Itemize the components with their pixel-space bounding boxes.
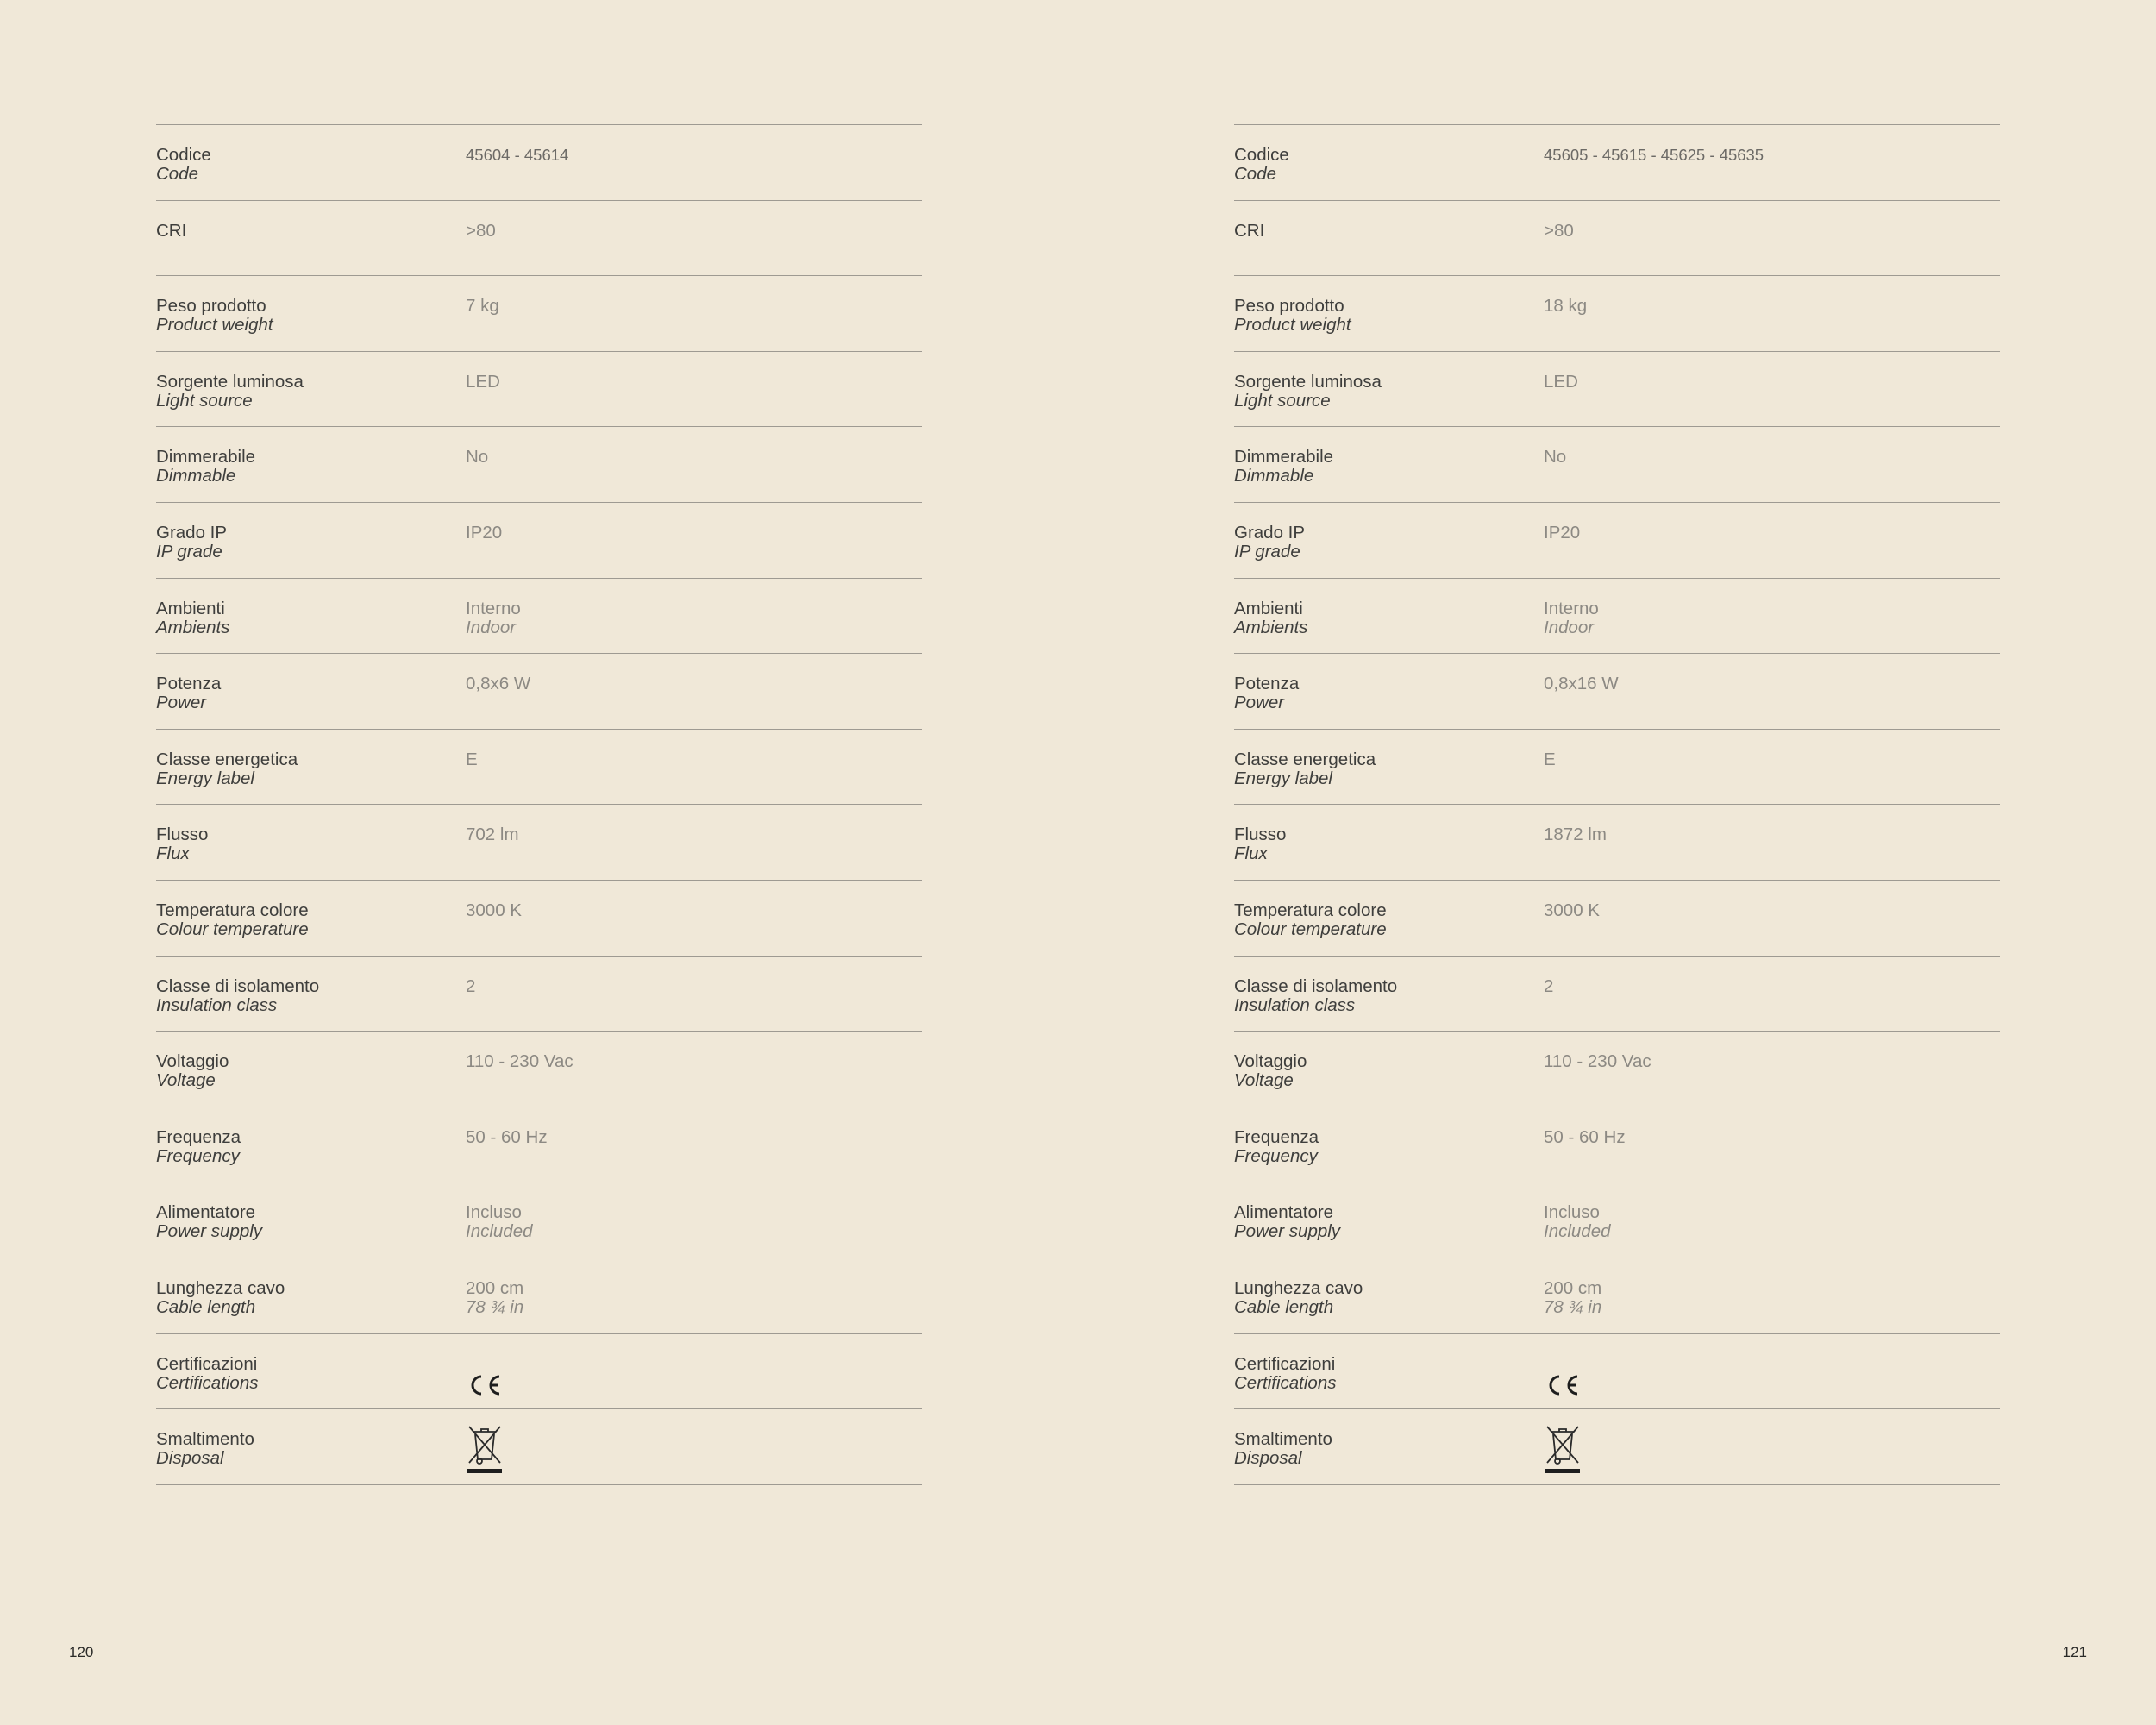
- label-italian: Classe di isolamento: [1234, 975, 1398, 996]
- value-english: Indoor: [466, 617, 517, 637]
- spec-label: [1234, 750, 1527, 788]
- label-italian: Frequenza: [156, 1126, 241, 1147]
- value-main: LED: [1544, 371, 1578, 392]
- spec-label: [1234, 297, 1527, 335]
- spec-value: [1544, 825, 1992, 844]
- spec-value: [466, 825, 914, 844]
- label-italian: Ambienti: [156, 598, 225, 618]
- spec-row-certifications: [156, 1334, 922, 1410]
- spec-value: [1544, 1128, 1992, 1147]
- label-italian: Peso prodotto: [1234, 296, 1344, 317]
- label-english: Insulation class: [1234, 994, 1356, 1015]
- spec-row-colour-temperature: [156, 881, 922, 957]
- spec-label: [1234, 1128, 1527, 1166]
- spec-row-energy-label: [156, 730, 922, 806]
- label-italian: Certificazioni: [156, 1353, 258, 1374]
- spec-row-ambients: [1234, 579, 2000, 655]
- label-english: Power: [1234, 693, 1285, 713]
- value-main: 7 kg: [466, 296, 499, 317]
- label-english: IP grade: [1234, 541, 1300, 561]
- weee-bin-icon: [1544, 1421, 1582, 1475]
- spec-value: [1544, 146, 1992, 165]
- label-english: Ambients: [156, 617, 230, 637]
- label-english: Light source: [1234, 390, 1331, 411]
- spec-value: [466, 222, 914, 241]
- value-main: 200 cm: [466, 1277, 524, 1298]
- label-italian: Certificazioni: [1234, 1353, 1336, 1374]
- label-english: Power supply: [1234, 1221, 1341, 1242]
- spec-label: [156, 1052, 449, 1090]
- label-english: Light source: [156, 390, 253, 411]
- label-italian: Dimmerabile: [1234, 447, 1334, 467]
- spec-row-dimmable: [1234, 427, 2000, 503]
- page-number: 121: [2062, 1644, 2087, 1660]
- label-english: Voltage: [156, 1070, 216, 1091]
- spec-table: [1234, 124, 2000, 1485]
- value-main: 3000 K: [1544, 900, 1600, 920]
- spec-row-product-weight: [156, 276, 922, 352]
- spec-value: [1544, 750, 1992, 769]
- label-english: Cable length: [1234, 1296, 1334, 1317]
- spec-value: [1544, 373, 1992, 392]
- spec-label: [1234, 901, 1527, 939]
- spec-label: [156, 222, 449, 241]
- value-main: 3000 K: [466, 900, 522, 920]
- spec-label: [1234, 1203, 1527, 1241]
- spec-row-disposal: [1234, 1409, 2000, 1485]
- label-italian: Temperatura colore: [1234, 900, 1387, 920]
- spec-value: [1544, 297, 1992, 316]
- label-italian: Classe energetica: [1234, 749, 1376, 769]
- spec-label: [156, 1128, 449, 1166]
- spec-label: [1234, 674, 1527, 712]
- value-main: No: [466, 447, 489, 467]
- label-english: Flux: [1234, 844, 1268, 864]
- spec-row-certifications: [1234, 1334, 2000, 1410]
- spec-label: [1234, 825, 1527, 863]
- spec-row-energy-label: [1234, 730, 2000, 806]
- value-english: Included: [466, 1221, 533, 1242]
- value-main: Incluso: [1544, 1202, 1600, 1223]
- spec-row-product-weight: [1234, 276, 2000, 352]
- spec-row-colour-temperature: [1234, 881, 2000, 957]
- label-english: Insulation class: [156, 994, 278, 1015]
- value-main: >80: [466, 220, 496, 241]
- label-italian: Classe energetica: [156, 749, 298, 769]
- spec-value: [466, 901, 914, 920]
- spec-label: [156, 1279, 449, 1317]
- label-english: Energy label: [156, 768, 254, 788]
- value-main: IP20: [466, 522, 503, 543]
- spec-label: [156, 1355, 449, 1393]
- spec-label: [156, 599, 449, 637]
- spec-row-power-supply: [1234, 1182, 2000, 1258]
- label-italian: Alimentatore: [156, 1202, 256, 1223]
- value-main: 2: [466, 975, 476, 996]
- spec-label: [156, 750, 449, 788]
- value-english: Included: [1544, 1221, 1611, 1242]
- label-english: Dimmable: [1234, 466, 1314, 486]
- label-italian: Dimmerabile: [156, 447, 256, 467]
- spec-label: [156, 674, 449, 712]
- label-italian: Potenza: [1234, 674, 1300, 694]
- label-italian: Lunghezza cavo: [1234, 1277, 1363, 1298]
- label-english: Product weight: [156, 315, 273, 336]
- spec-label: [1234, 599, 1527, 637]
- label-italian: Flusso: [156, 825, 209, 845]
- value-main: 1872 lm: [1544, 825, 1607, 845]
- value-english: 78 ¾ in: [1544, 1296, 1602, 1317]
- spec-value: [466, 1203, 914, 1241]
- label-italian: Voltaggio: [156, 1051, 229, 1072]
- spec-row-code: [1234, 125, 2000, 201]
- spec-value: [466, 750, 914, 769]
- value-main: 2: [1544, 975, 1554, 996]
- spec-label: [1234, 1052, 1527, 1090]
- spec-row-frequency: [156, 1107, 922, 1183]
- value-main: Interno: [466, 598, 521, 618]
- label-english: Dimmable: [156, 466, 236, 486]
- spec-value: [1544, 448, 1992, 467]
- spec-label: [156, 373, 449, 411]
- label-english: Colour temperature: [156, 919, 309, 939]
- label-english: Energy label: [1234, 768, 1332, 788]
- spec-row-light-source: [156, 352, 922, 428]
- label-italian: Classe di isolamento: [156, 975, 320, 996]
- value-main: Interno: [1544, 598, 1599, 618]
- label-italian: Frequenza: [1234, 1126, 1319, 1147]
- spec-value: [466, 297, 914, 316]
- value-main: 0,8x6 W: [466, 674, 531, 694]
- spec-row-light-source: [1234, 352, 2000, 428]
- spec-value: [1544, 977, 1992, 996]
- spec-label: [156, 977, 449, 1015]
- value-main: 702 lm: [466, 825, 519, 845]
- spec-row-frequency: [1234, 1107, 2000, 1183]
- spec-row-power: [1234, 654, 2000, 730]
- ce-mark-icon: [466, 1374, 502, 1396]
- spec-value: [466, 524, 914, 543]
- label-english: Disposal: [1234, 1448, 1302, 1469]
- spec-label: [1234, 1279, 1527, 1317]
- label-italian: Potenza: [156, 674, 222, 694]
- label-english: IP grade: [156, 541, 222, 561]
- spec-row-flux: [1234, 805, 2000, 881]
- spec-row-insulation-class: [156, 957, 922, 1032]
- label-italian: Peso prodotto: [156, 296, 266, 317]
- label-english: Product weight: [1234, 315, 1351, 336]
- spec-row-ambients: [156, 579, 922, 655]
- spec-value: [1544, 901, 1992, 920]
- spec-row-dimmable: [156, 427, 922, 503]
- spec-label: [156, 146, 449, 184]
- spec-value: [466, 448, 914, 467]
- label-italian: Temperatura colore: [156, 900, 309, 920]
- spec-value: [1544, 222, 1992, 241]
- spec-row-power: [156, 654, 922, 730]
- spec-label: [1234, 1355, 1527, 1393]
- label-english: Flux: [156, 844, 190, 864]
- spec-label: [1234, 524, 1527, 561]
- value-main: E: [1544, 749, 1556, 769]
- spec-row-insulation-class: [1234, 957, 2000, 1032]
- spec-value: [466, 373, 914, 392]
- spec-value: [1544, 1203, 1992, 1241]
- spec-label: [156, 825, 449, 863]
- label-english: Frequency: [156, 1145, 240, 1166]
- label-english: Certifications: [156, 1372, 259, 1393]
- label-english: Cable length: [156, 1296, 256, 1317]
- spec-label: [156, 448, 449, 486]
- label-italian: Alimentatore: [1234, 1202, 1334, 1223]
- label-italian: Smaltimento: [156, 1429, 254, 1450]
- spec-row-voltage: [1234, 1032, 2000, 1107]
- spec-value: [466, 146, 914, 165]
- value-main: 110 - 230 Vac: [466, 1051, 573, 1072]
- spec-label: [156, 297, 449, 335]
- spec-label: [1234, 146, 1527, 184]
- value-main: 110 - 230 Vac: [1544, 1051, 1651, 1072]
- label-italian: Sorgente luminosa: [156, 371, 304, 392]
- label-italian: Flusso: [1234, 825, 1287, 845]
- spec-value: [466, 1279, 914, 1317]
- label-italian: Lunghezza cavo: [156, 1277, 285, 1298]
- spec-label: [1234, 977, 1527, 1015]
- label-english: Frequency: [1234, 1145, 1318, 1166]
- spec-value: [466, 674, 914, 693]
- spec-label: [1234, 373, 1527, 411]
- spec-row-cable-length: [1234, 1258, 2000, 1334]
- value-main: No: [1544, 447, 1567, 467]
- spec-row-flux: [156, 805, 922, 881]
- spec-row-cri: [1234, 201, 2000, 277]
- label-italian: Voltaggio: [1234, 1051, 1307, 1072]
- spec-label: [156, 901, 449, 939]
- label-english: Ambients: [1234, 617, 1308, 637]
- spec-label: [1234, 448, 1527, 486]
- value-english: Indoor: [1544, 617, 1595, 637]
- spec-value: [1544, 674, 1992, 693]
- spec-row-disposal: [156, 1409, 922, 1485]
- label-english: Disposal: [156, 1448, 224, 1469]
- label-english: Certifications: [1234, 1372, 1337, 1393]
- label-italian: CRI: [156, 220, 187, 241]
- label-english: Voltage: [1234, 1070, 1294, 1091]
- value-main: Incluso: [466, 1202, 522, 1223]
- spec-label: [156, 1203, 449, 1241]
- value-main: 50 - 60 Hz: [466, 1126, 548, 1147]
- label-italian: CRI: [1234, 220, 1265, 241]
- spec-row-cri: [156, 201, 922, 277]
- spec-row-cable-length: [156, 1258, 922, 1334]
- label-italian: Codice: [156, 145, 211, 165]
- weee-bin-icon: [466, 1421, 504, 1475]
- value-main: E: [466, 749, 478, 769]
- label-italian: Sorgente luminosa: [1234, 371, 1382, 392]
- label-english: Power: [156, 693, 207, 713]
- value-main: >80: [1544, 220, 1574, 241]
- value-english: 78 ¾ in: [466, 1296, 524, 1317]
- spec-value: [1544, 599, 1992, 637]
- ce-mark-icon: [1544, 1374, 1580, 1396]
- value-main: 18 kg: [1544, 296, 1588, 317]
- spec-value: [1544, 1279, 1992, 1317]
- spec-value: [466, 1128, 914, 1147]
- spec-row-ip-grade: [156, 503, 922, 579]
- label-italian: Grado IP: [156, 522, 228, 543]
- value-main: 45604 - 45614: [466, 146, 569, 164]
- value-main: LED: [466, 371, 500, 392]
- page-number: 120: [69, 1644, 94, 1660]
- label-english: Power supply: [156, 1221, 263, 1242]
- value-main: 45605 - 45615 - 45625 - 45635: [1544, 146, 1764, 164]
- spec-value: [466, 599, 914, 637]
- label-italian: Codice: [1234, 145, 1289, 165]
- label-english: Code: [156, 164, 199, 184]
- label-english: Colour temperature: [1234, 919, 1387, 939]
- label-italian: Smaltimento: [1234, 1429, 1332, 1450]
- spec-label: [1234, 1430, 1527, 1468]
- spec-table: [156, 124, 922, 1485]
- spec-value: [1544, 524, 1992, 543]
- value-main: 200 cm: [1544, 1277, 1602, 1298]
- spec-row-power-supply: [156, 1182, 922, 1258]
- spec-label: [156, 524, 449, 561]
- value-main: IP20: [1544, 522, 1581, 543]
- spec-row-code: [156, 125, 922, 201]
- label-english: Code: [1234, 164, 1277, 184]
- spec-row-ip-grade: [1234, 503, 2000, 579]
- value-main: 0,8x16 W: [1544, 674, 1619, 694]
- label-italian: Ambienti: [1234, 598, 1303, 618]
- spec-label: [156, 1430, 449, 1468]
- spec-label: [1234, 222, 1527, 241]
- spec-value: [1544, 1052, 1992, 1071]
- spec-row-voltage: [156, 1032, 922, 1107]
- label-italian: Grado IP: [1234, 522, 1306, 543]
- right-page: [1078, 0, 2156, 1725]
- spec-value: [466, 977, 914, 996]
- spec-value: [466, 1052, 914, 1071]
- value-main: 50 - 60 Hz: [1544, 1126, 1626, 1147]
